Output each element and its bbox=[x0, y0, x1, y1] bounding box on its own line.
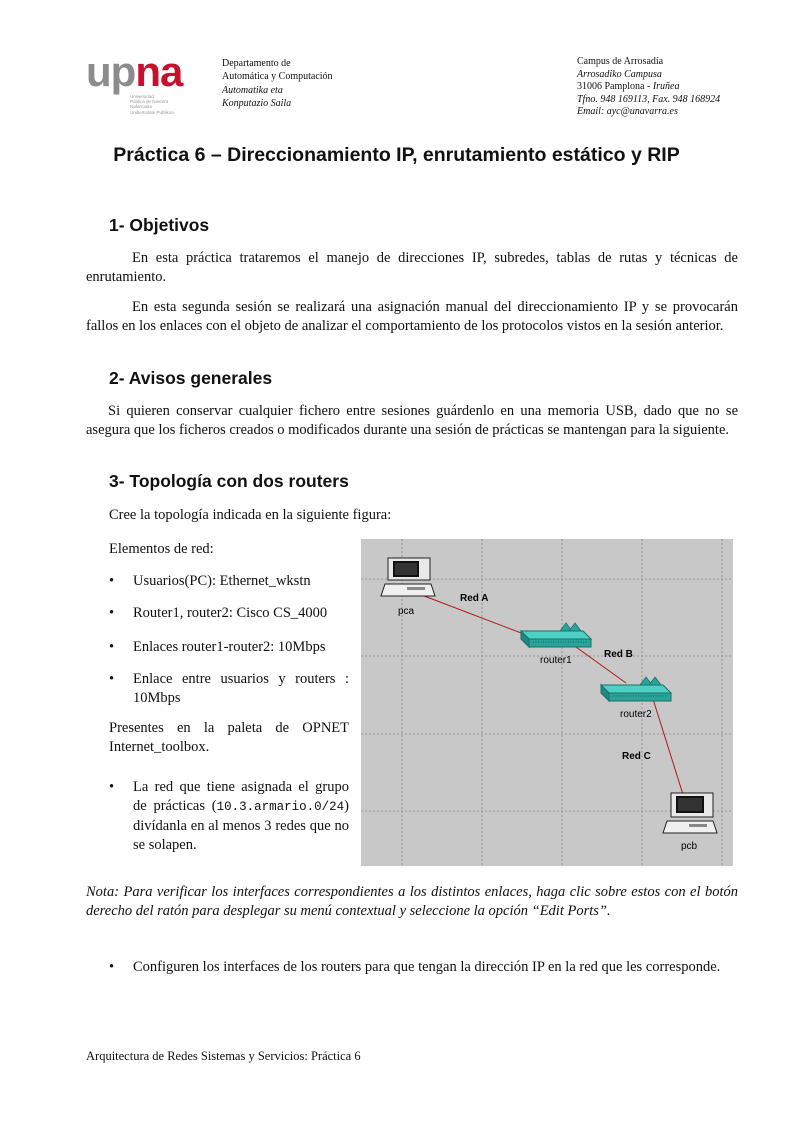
campus-postal: 31006 Pamplona - bbox=[577, 81, 653, 92]
label-pcb: pcb bbox=[681, 841, 698, 852]
campus-email: Email: ayc@unavarra.es bbox=[577, 106, 678, 117]
paragraph: En esta segunda sesión se realizará una asignación manual del direccionamiento IP y se provocarán fallos en los enlaces con el objeto de analizar el comportamiento de los protocolos vistos en la sesión anterior. bbox=[86, 299, 738, 334]
dept-line: Automática y Computación bbox=[222, 70, 333, 82]
paragraph: Elementos de red: bbox=[109, 541, 214, 557]
dept-line: Konputazio Saila bbox=[222, 97, 292, 109]
bullet-dot: • bbox=[109, 959, 115, 975]
logo-sub-line: Nafarroako bbox=[130, 104, 153, 110]
section-heading-avisos: 2- Avisos generales bbox=[109, 368, 273, 388]
label-router1: router1 bbox=[540, 655, 572, 666]
label-red-c: Red C bbox=[622, 751, 651, 762]
label-pca: pca bbox=[398, 606, 415, 617]
list-item-text: Configuren los interfaces de los routers para que tengan la dirección IP en la red que les corresponde. bbox=[133, 959, 721, 975]
bullet-dot: • bbox=[109, 573, 115, 589]
campus-line: Campus de Arrosadía bbox=[577, 56, 664, 67]
bullet5-pre: La red que tiene asignada el grupo de prácticas ( bbox=[133, 779, 349, 814]
note-paragraph: Nota: Para verificar los interfaces correspondientes a los distintos enlaces, haga clic sobre estos con el botón derecho del ratón para desplegar su menú contextual y seleccione la opción “Edit Ports”. bbox=[86, 884, 738, 919]
router-icon bbox=[601, 677, 671, 701]
palette-note: Presentes en la paleta de OPNET Internet_toolbox. bbox=[109, 720, 349, 755]
campus-line: Tfno. 948 169113, Fax. 948 168924 bbox=[577, 93, 721, 105]
label-red-a: Red A bbox=[460, 593, 489, 604]
dept-line: Automatika eta bbox=[222, 85, 283, 96]
list-item-text: Enlace entre usuarios y routers : 10Mbps bbox=[133, 671, 349, 706]
section-heading-objetivos: 1- Objetivos bbox=[109, 215, 210, 235]
router-icon bbox=[521, 623, 591, 649]
list-item-text: Router1, router2: Cisco CS_4000 bbox=[133, 605, 328, 621]
dept-line: Departamento de bbox=[222, 58, 291, 69]
list-item-text bbox=[133, 778, 349, 855]
logo-subtitle bbox=[130, 94, 200, 115]
list-item bbox=[109, 778, 349, 873]
campus-line bbox=[577, 81, 720, 94]
network-address: 10.3.armario.0/24 bbox=[216, 800, 345, 814]
topology-diagram bbox=[361, 539, 733, 866]
paragraph bbox=[109, 719, 349, 757]
link-red-c bbox=[653, 699, 686, 804]
list-item-text: Usuarios(PC): Ethernet_wkstn bbox=[133, 573, 311, 589]
paragraph: Cree la topología indicada en la siguiente figura: bbox=[109, 507, 392, 523]
list-item bbox=[109, 958, 738, 998]
department-block bbox=[222, 58, 333, 110]
logo-text-up: up bbox=[86, 48, 136, 95]
bullet-dot: • bbox=[109, 605, 115, 621]
campus-line: Arrosadiko Campusa bbox=[577, 68, 662, 80]
paragraph: En esta práctica trataremos el manejo de direcciones IP, subredes, tablas de rutas y técnicas de enrutamiento. bbox=[86, 250, 738, 285]
section-heading-topologia: 3- Topología con dos routers bbox=[109, 471, 349, 491]
page-title: Práctica 6 – Direccionamiento IP, enrutamiento estático y RIP bbox=[113, 144, 680, 166]
label-red-b: Red B bbox=[604, 649, 633, 660]
bullet5-post: ) divídanla en al menos 3 redes que no se solapen. bbox=[133, 798, 349, 853]
label-router2: router2 bbox=[620, 709, 652, 720]
bullet-dot: • bbox=[109, 639, 115, 655]
list-item bbox=[109, 670, 349, 710]
pc-icon bbox=[381, 558, 435, 596]
paragraph: Si quieren conservar cualquier fichero entre sesiones guárdenlo en una memoria USB, dado que no se asegura que los ficheros creados o modificados durante una sesión de prácticas se mantengan para la siguiente. bbox=[86, 403, 738, 438]
logo-sub-line: Unibertsitate Publikoa bbox=[130, 109, 174, 115]
pc-icon bbox=[663, 793, 717, 833]
logo-text-na: na bbox=[135, 48, 183, 95]
bullet-dot: • bbox=[109, 779, 115, 795]
logo-sub-line: Universidad bbox=[130, 94, 154, 99]
campus-city-basque: Iruñea bbox=[652, 81, 680, 92]
topology-figure bbox=[361, 539, 733, 866]
campus-block bbox=[577, 56, 720, 119]
upna-logo bbox=[86, 48, 206, 115]
page-footer: Arquitectura de Redes Sistemas y Servicios: Práctica 6 bbox=[86, 1049, 361, 1063]
logo-sub-line: Pública de Navarra bbox=[130, 99, 169, 105]
bullet-dot: • bbox=[109, 671, 115, 687]
list-item-text: Enlaces router1-router2: 10Mbps bbox=[133, 639, 326, 655]
